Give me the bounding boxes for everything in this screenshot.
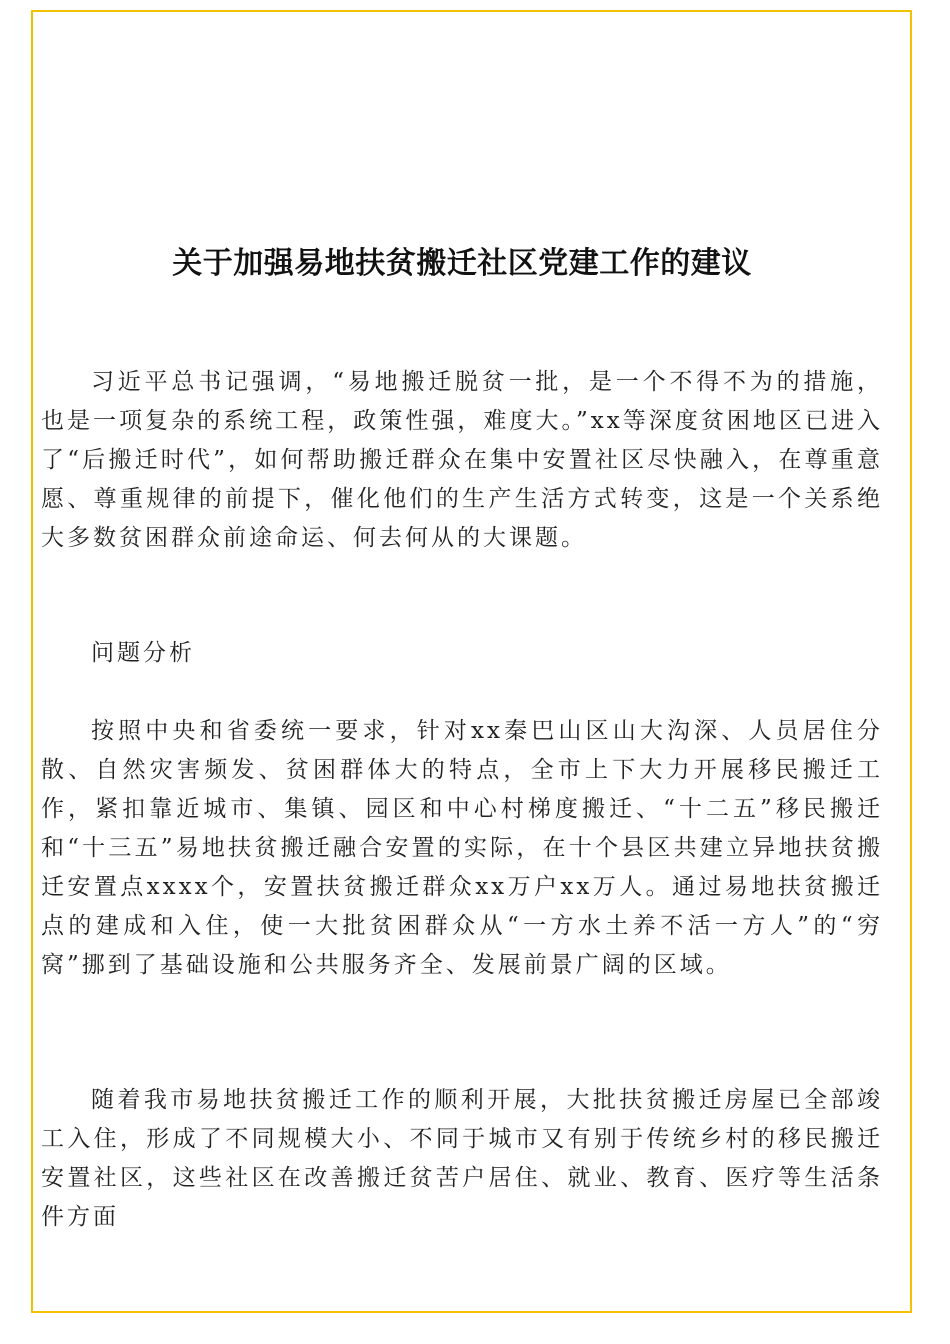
paragraph-background: 按照中央和省委统一要求，针对xx秦巴山区山大沟深、人员居住分散、自然灾害频发、贫困群体大的特点，全市上下大力开展移民搬迁工作，紧扣靠近城市、集镇、园区和中心村梯度搬迁、“十二五”移民搬迁和“十三五”易地扶贫搬迁融合安置的实际，在十个县区共建立异地扶贫搬迁安置点xxxx个，安置扶贫搬迁群众xx万户xx万人。通过易地扶贫搬迁点的建成和入住，使一大批贫困群众从“一方水土养不活一方人”的“穷窝”挪到了基础设施和公共服务齐全、发展前景广阔的区域。 — [41, 718, 883, 978]
section-heading-problem-analysis: 问题分析 — [91, 640, 195, 666]
paragraph-progress: 随着我市易地扶贫搬迁工作的顺利开展，大批扶贫搬迁房屋已全部竣工入住，形成了不同规模大小、不同于城市又有别于传统乡村的移民搬迁安置社区，这些社区在改善搬迁贫苦户居住、就业、教育、医疗等生活条件方面 — [41, 1087, 883, 1230]
document-title: 关于加强易地扶贫搬迁社区党建工作的建议 — [172, 246, 752, 281]
paragraph-intro: 习近平总书记强调，“易地搬迁脱贫一批，是一个不得不为的措施，也是一项复杂的系统工程，政策性强，难度大。”xx等深度贫困地区已进入了“后搬迁时代”，如何帮助搬迁群众在集中安置社区尽快融入，在尊重意愿、尊重规律的前提下，催化他们的生产生活方式转变，这是一个关系绝大多数贫困群众前途命运、何去何从的大课题。 — [41, 369, 883, 551]
